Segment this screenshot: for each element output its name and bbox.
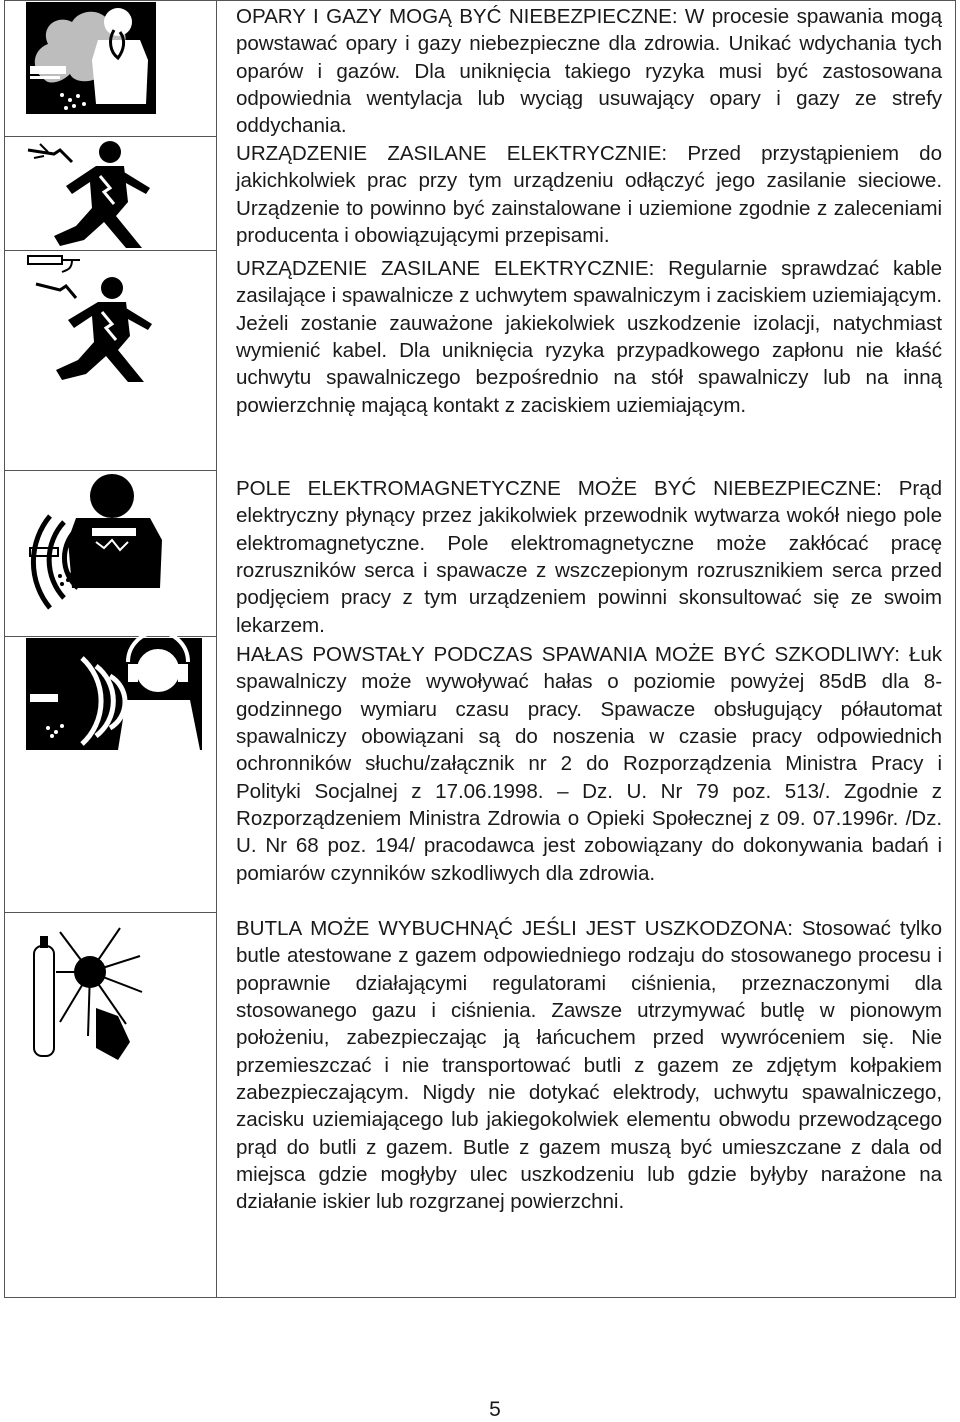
electric-shock-icon xyxy=(0,136,216,250)
warning-fumes-text: OPARY I GAZY MOGĄ BYĆ NIEBEZPIECZNE: W procesie spawania mogą powstawać opary i gazy niebezpieczne dla zdrowia. Unikać wdychania tych oparów i gazów. Dla uniknięcia takiego ryzyka musi być zastosowana odpowiednia wentylacja lub wyciąg usuwający opary i gazy ze strefy oddychania. xyxy=(236,5,942,138)
pacemaker-emf-icon xyxy=(0,470,216,636)
warning-gas-cylinder-text: BUTLA MOŻE WYBUCHNĄĆ JEŚLI JEST USZKODZONA: Stosować tylko butle atestowane z gazem odpowiedniego rodzaju do stosowanego procesu i poprawnie działającymi regulatorami ciśnienia, przeznaczonymi dla stosowanego gazu i ciśnienia. Zawsze utrzymywać butlę w pionowym położeniu, zabezpieczając ją łańcuchem przed wywróceniem się. Nie przemieszczać i nie transportować butli z gazem ze zdjętym kołpakiem zabezpieczającym. Nigdy nie dotykać elektrody, uchwytu spawalniczego, zacisku uziemiającego lub jakiegokolwiek elementu obwodu przewodzącego prąd do butli z gazem. Butle z gazem muszą być umieszczane z dala od miejsca gdzie mogłyby ulec uszkodzeniu lub gdzie byłyby narażone na działanie iskier lub rozgrzanej powierzchni. xyxy=(236,917,942,1214)
warning-electric-disconnect-text: URZĄDZENIE ZASILANE ELEKTRYCZNIE: Przed przystąpieniem do jakichkolwiek prac przy tym urządzeniu odłączyć jego zasilanie sieciowe. Urządzenie to powinno być zainstalowane i uziemione zgodnie z zaleceniami producenta i obowiązującymi przepisami. xyxy=(236,142,942,248)
warning-noise-text: HAŁAS POWSTAŁY PODCZAS SPAWANIA MOŻE BYĆ SZKODLIWY: Łuk spawalniczy może wywoływać hałas o poziomie powyżej 85dB dla 8-godzinnego wymiaru czasu pracy. Spawacze obsługujący półautomat spawalniczy obowiązani są do noszenia w czasie pracy odpowiednich ochronników słuchu/załącznik nr 2 do Rozporządzenia Ministra Pracy i Polityki Socjalnej z 17.06.1998. – Dz. U. Nr 79 poz. 513/. Zgodnie z Rozporządzeniem Ministra Zdrowia o Opieki Społecznej z 09. 07.1996r. /Dz. U. Nr 68 poz. 194/ pracodawca jest zobowiązany do dokonywania badań i pomiarów czynników szkodliwych dla zdrowia. xyxy=(236,643,942,885)
fumes-hazard-icon xyxy=(0,0,216,136)
column-divider xyxy=(216,0,217,1298)
hearing-protection-icon xyxy=(0,636,216,752)
gas-cylinder-explosion-icon xyxy=(0,912,216,1298)
page-number: 5 xyxy=(489,1398,501,1421)
warning-emf-text: POLE ELEKTROMAGNETYCZNE MOŻE BYĆ NIEBEZPIECZNE: Prąd elektryczny płynący przez jakikolwiek przewodnik wytwarza wokół niego pole elektromagnetyczne. Pole elektromagnetyczne może zakłócać pracę rozruszników serca i spawacze z wszczepionym rozrusznikiem serca przed podjęciem pracy z tym urządzeniem powinni skonsultować się ze swoim lekarzem. xyxy=(236,477,942,637)
electric-shock-cable-icon xyxy=(0,250,216,470)
warning-electric-cables-text: URZĄDZENIE ZASILANE ELEKTRYCZNIE: Regularnie sprawdzać kable zasilające i spawalnicze z uchwytem spawalniczym i zaciskiem uziemiającym. Jeżeli zostanie zauważone jakiekolwiek uszkodzenie izolacji, natychmiast wymienić kabel. Dla uniknięcia ryzyka przypadkowego zapłonu nie kłaść uchwytu spawalniczego bezpośrednio na stół spawalniczy lub na inną powierzchnię mającą kontakt z zaciskiem uziemiającym. xyxy=(236,257,942,417)
